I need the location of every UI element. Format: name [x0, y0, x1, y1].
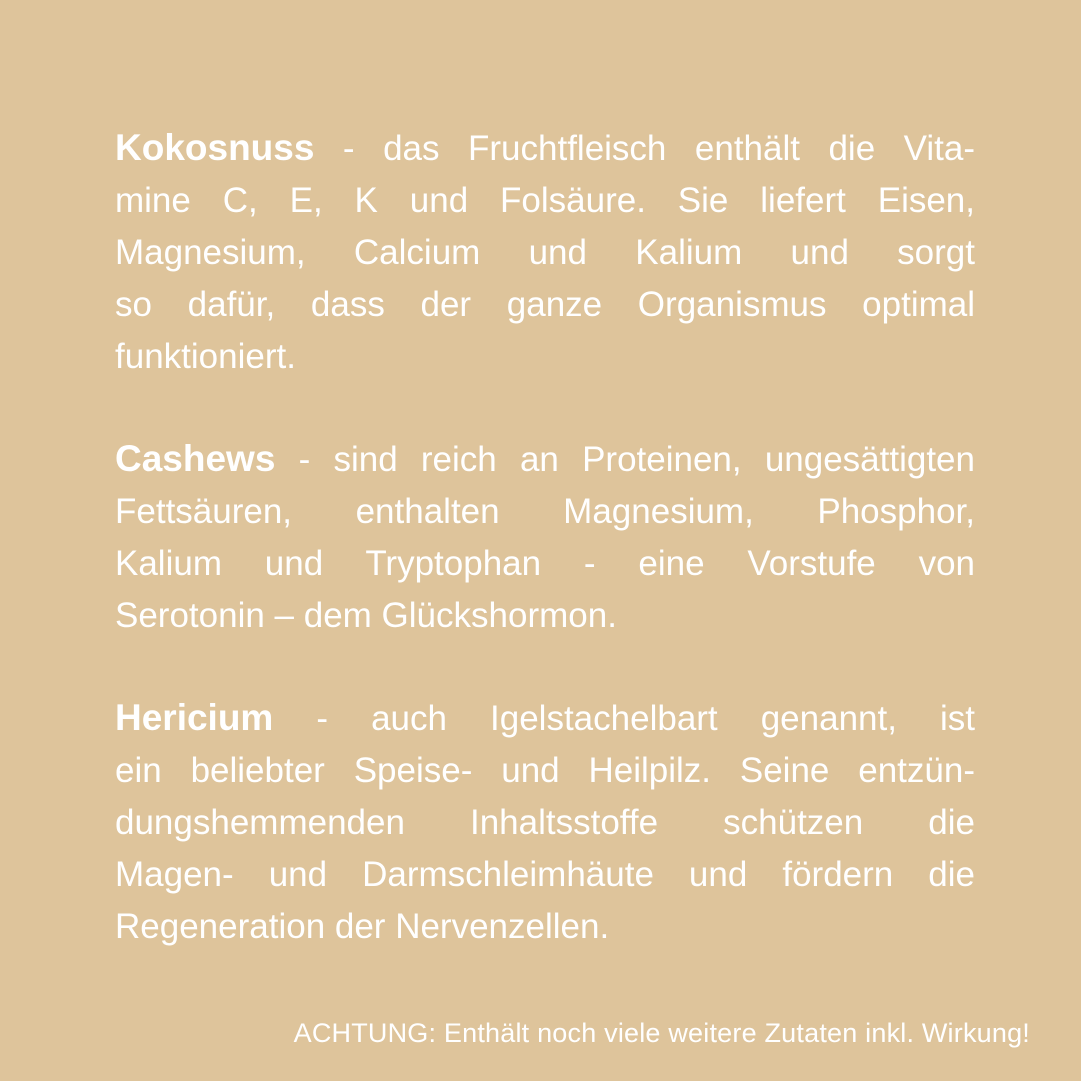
text-line: so dafür, dass der ganze Organismus optimal — [115, 285, 975, 324]
text-line — [115, 692, 975, 745]
text-line: Magen- und Darmschleimhäute und fördern die — [115, 855, 975, 894]
text-line — [115, 433, 975, 486]
ingredient-name-kokosnuss: Kokosnuss — [115, 127, 315, 168]
text-block — [115, 122, 975, 953]
text-line-rest: - auch Igelstachelbart genannt, ist — [273, 699, 975, 738]
text-line-rest: - sind reich an Proteinen, ungesättigten — [275, 440, 975, 479]
text-line: ein beliebter Speise- und Heilpilz. Seine entzün- — [115, 751, 975, 790]
ingredient-name-cashews: Cashews — [115, 438, 276, 479]
text-line: Fettsäuren, enthalten Magnesium, Phosphor, — [115, 492, 975, 531]
text-line: Magnesium, Calcium und Kalium und sorgt — [115, 233, 975, 272]
text-line: mine C, E, K und Folsäure. Sie liefert Eisen, — [115, 181, 975, 220]
ingredient-name-hericium: Hericium — [115, 697, 274, 738]
text-line — [115, 122, 975, 175]
text-line: funktioniert. — [115, 337, 296, 376]
text-line: dungshemmenden Inhaltsstoffe schützen die — [115, 803, 975, 842]
text-line: Kalium und Tryptophan - eine Vorstufe von — [115, 544, 975, 583]
text-line: Serotonin – dem Glückshormon. — [115, 596, 617, 635]
paragraph-hericium — [115, 692, 975, 953]
text-line-rest: - das Fruchtfleisch enthält die Vita- — [314, 129, 975, 168]
paragraph-cashews — [115, 433, 975, 642]
paragraph-kokosnuss — [115, 122, 975, 383]
disclaimer-note: ACHTUNG: Enthält noch viele weitere Zutaten inkl. Wirkung! — [293, 1018, 1030, 1048]
text-line: Regeneration der Nervenzellen. — [115, 907, 610, 946]
